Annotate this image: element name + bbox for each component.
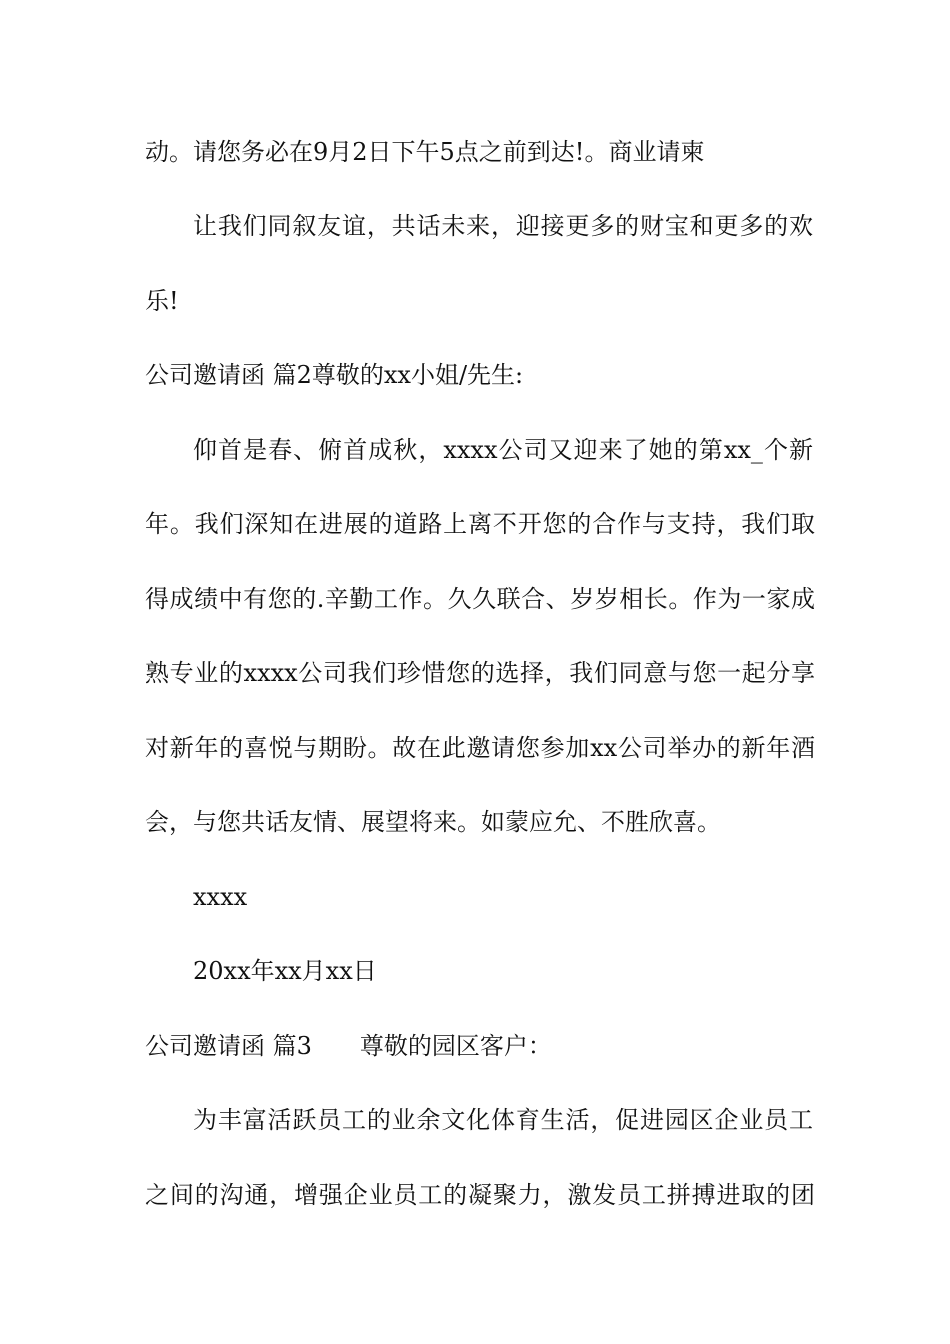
paragraph-line: 乐! xyxy=(145,287,179,315)
paragraph-line: 会，与您共话友情、展望将来。如蒙应允、不胜欣喜。 xyxy=(145,808,721,836)
paragraph-line: 让我们同叙友谊，共话未来，迎接更多的财宝和更多的欢 xyxy=(193,212,813,240)
paragraph-line: 之间的沟通，增强企业员工的凝聚力，激发员工拼搏进取的团 xyxy=(145,1181,815,1209)
paragraph-line: 熟专业的xxxx公司我们珍惜您的选择，我们同意与您一起分享 xyxy=(145,659,815,687)
signature-name: xxxx xyxy=(193,883,248,911)
section-heading: 公司邀请函 篇3 尊敬的园区客户： xyxy=(145,1032,552,1060)
section-heading: 公司邀请函 篇2尊敬的xx小姐/先生: xyxy=(145,361,524,389)
paragraph-line: 为丰富活跃员工的业余文化体育生活，促进园区企业员工 xyxy=(193,1106,813,1134)
paragraph-line: 对新年的喜悦与期盼。故在此邀请您参加xx公司举办的新年酒 xyxy=(145,734,815,762)
signature-date: 20xx年xx月xx日 xyxy=(193,957,377,985)
paragraph-line: 年。我们深知在进展的道路上离不开您的合作与支持，我们取 xyxy=(145,510,815,538)
paragraph-line: 得成绩中有您的.辛勤工作。久久联合、岁岁相长。作为一家成 xyxy=(145,585,815,613)
paragraph-line: 仰首是春、俯首成秋，xxxx公司又迎来了她的第xx_个新 xyxy=(193,436,813,464)
paragraph-line: 动。请您务必在9月2日下午5点之前到达!。商业请柬 xyxy=(145,138,705,166)
